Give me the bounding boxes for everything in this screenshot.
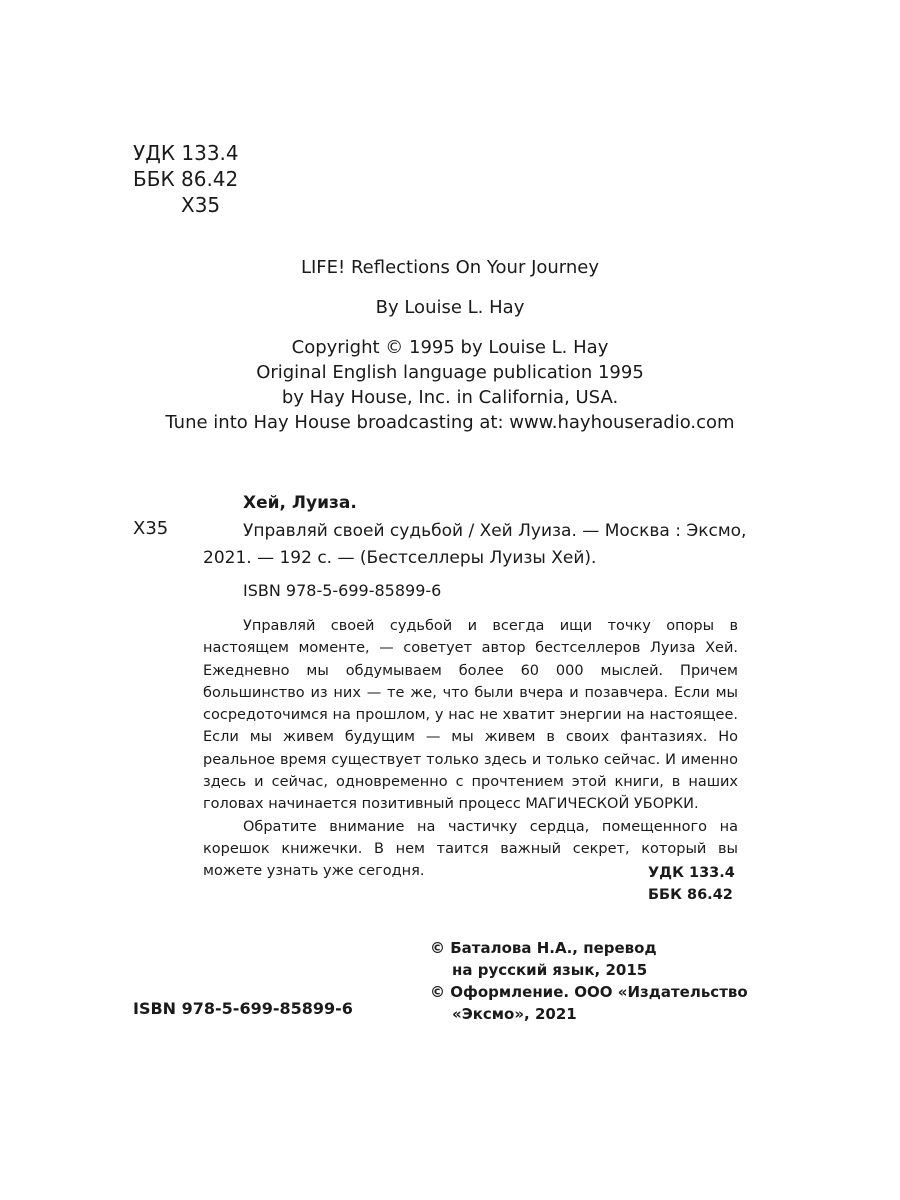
biblio-author-mark: Х35 <box>133 518 169 539</box>
design-copyright-2: «Эксмо», 2021 <box>452 1005 577 1023</box>
copyright-line: Copyright © 1995 by Louise L. Hay <box>291 337 609 358</box>
annotation-paragraph-2: Обратите внимание на частичку сердца, помещенного на корешок книжечки. В нем таится важный секрет, который вы можете узнать уже сегодня. <box>203 818 738 880</box>
author-heading: Хей, Луиза. <box>243 493 357 513</box>
description-line-1: Управляй своей судьбой / Хей Луиза. — Москва : Эксмо, <box>243 521 747 541</box>
translation-copyright-1: © Баталова Н.А., перевод <box>430 939 657 957</box>
classification-bottom <box>648 862 735 906</box>
udk-code: УДК 133.4 <box>133 141 239 165</box>
original-author: By Louise L. Hay <box>375 297 525 318</box>
isbn-bottom: ISBN 978-5-699-85899-6 <box>133 999 353 1018</box>
design-copyright-1: © Оформление. ООО «Издательство <box>430 983 748 1001</box>
description-line-2: 2021. — 192 с. — (Бестселлеры Луизы Хей). <box>203 548 597 568</box>
bibliographic-description <box>203 518 748 572</box>
publication-line-1: Original English language publication 1995 <box>256 362 644 383</box>
udk-code-bottom: УДК 133.4 <box>648 865 735 881</box>
classification-block <box>133 140 239 218</box>
bbk-code-bottom: ББК 86.42 <box>648 887 733 903</box>
publication-line-2: by Hay House, Inc. in California, USA. <box>281 387 619 408</box>
original-title: LIFE! Reflections On Your Journey <box>300 257 600 278</box>
translation-copyright-2: на русский язык, 2015 <box>452 961 648 979</box>
author-mark: Х35 <box>181 193 221 217</box>
broadcast-line: Tune into Hay House broadcasting at: www.hayhouseradio.com <box>165 412 735 433</box>
annotation <box>203 615 738 883</box>
annotation-paragraph-1: Управляй своей судьбой и всегда ищи точку опоры в настоящем моменте, — советует автор бестселлеров Луиза Хей. Ежедневно мы обдумываем более 60 000 мыслей. Причем большинство из них — те же, что были вчера и позавчера. Если мы сосредоточимся на прошлом, у нас не хватит энергии на настоящее. Если мы живем будущим — мы живем в своих фантазиях. Но реальное время существует только здесь и только сейчас. И именно здесь и сейчас, одновременно с прочтением этой книги, в наших головах начинается позитивный процесс МАГИЧЕСКОЙ УБОРКИ. <box>203 618 738 813</box>
copyrights-block <box>430 937 748 1025</box>
bbk-code: ББК 86.42 <box>133 167 239 191</box>
original-edition-block <box>0 255 900 435</box>
isbn-main: ISBN 978-5-699-85899-6 <box>243 581 442 600</box>
